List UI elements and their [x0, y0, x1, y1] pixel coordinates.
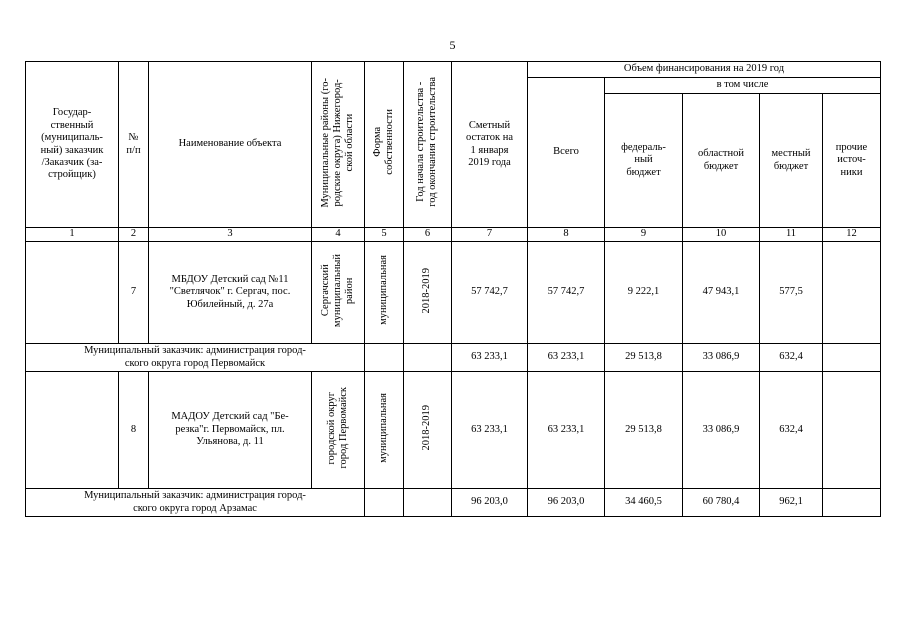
row-object-name: МБДОУ Детский сад №11 "Светлячок" г. Сергач, пос. Юбилейный, д. 27а: [149, 242, 312, 344]
row-balance: 57 742,7: [452, 242, 528, 344]
row-local: 632,4: [760, 372, 823, 489]
col-number: 1: [26, 228, 119, 242]
header-years: [404, 62, 452, 228]
col-number: 2: [119, 228, 149, 242]
col-number: 10: [683, 228, 760, 242]
page-number: 5: [449, 38, 456, 52]
row-federal: 9 222,1: [605, 242, 683, 344]
summary-total: 96 203,0: [528, 489, 605, 517]
summary-regional: 60 780,4: [683, 489, 760, 517]
header-ownership-text: Форма собственности: [371, 109, 395, 176]
summary-ownership: [365, 344, 404, 372]
summary-total: 63 233,1: [528, 344, 605, 372]
row-regional: 33 086,9: [683, 372, 760, 489]
row-num: 8: [119, 372, 149, 489]
header-districts: [312, 62, 365, 228]
table-row: [26, 372, 881, 489]
row-customer: [26, 242, 119, 344]
row-ownership-text: муниципальная: [377, 392, 389, 463]
summary-customer: Муниципальный заказчик: администрация город- ского округа город Арзамас: [26, 489, 365, 517]
summary-years: [404, 489, 452, 517]
col-number: 3: [149, 228, 312, 242]
col-number: 8: [528, 228, 605, 242]
header-local: местный бюджет: [760, 94, 823, 228]
header-object-name: Наименование объекта: [149, 62, 312, 228]
col-number: 9: [605, 228, 683, 242]
summary-regional: 33 086,9: [683, 344, 760, 372]
row-ownership: [365, 372, 404, 489]
summary-customer: Муниципальный заказчик: администрация город- ского округа город Первомайск: [26, 344, 365, 372]
summary-years: [404, 344, 452, 372]
row-years-text: 2018-2019: [421, 405, 433, 451]
column-numbers-row: [26, 228, 881, 242]
header-total: Всего: [528, 78, 605, 228]
row-object-name: МАДОУ Детский сад "Бе- резка"г. Первомайск, пл. Ульянова, д. 11: [149, 372, 312, 489]
summary-balance: 96 203,0: [452, 489, 528, 517]
header-ownership: [365, 62, 404, 228]
summary-local: 962,1: [760, 489, 823, 517]
row-ownership: [365, 242, 404, 344]
header-balance: Сметный остаток на 1 января 2019 года: [452, 62, 528, 228]
col-number: 7: [452, 228, 528, 242]
row-other: [823, 372, 881, 489]
header-years-text: Год начала строительства - год окончания строительства: [415, 77, 439, 208]
row-federal: 29 513,8: [605, 372, 683, 489]
summary-federal: 34 460,5: [605, 489, 683, 517]
summary-federal: 29 513,8: [605, 344, 683, 372]
row-years: [404, 372, 452, 489]
row-district-text: Сергачский муниципальный район: [319, 253, 356, 327]
header-including: в том числе: [605, 78, 881, 94]
summary-row: [26, 489, 881, 517]
header-federal: федераль- ный бюджет: [605, 94, 683, 228]
row-ownership-text: муниципальная: [377, 255, 389, 326]
col-number: 6: [404, 228, 452, 242]
row-num: 7: [119, 242, 149, 344]
row-balance: 63 233,1: [452, 372, 528, 489]
header-regional: областной бюджет: [683, 94, 760, 228]
row-other: [823, 242, 881, 344]
row-total: 57 742,7: [528, 242, 605, 344]
row-years: [404, 242, 452, 344]
col-number: 4: [312, 228, 365, 242]
summary-balance: 63 233,1: [452, 344, 528, 372]
col-number: 5: [365, 228, 404, 242]
summary-ownership: [365, 489, 404, 517]
row-years-text: 2018-2019: [421, 267, 433, 314]
col-number: 12: [823, 228, 881, 242]
header-funding: Объем финансирования на 2019 год: [528, 62, 881, 78]
funding-table: [25, 61, 881, 517]
header-other: прочие источ- ники: [823, 94, 881, 228]
table-row: [26, 242, 881, 344]
row-customer: [26, 372, 119, 489]
summary-other: [823, 344, 881, 372]
summary-local: 632,4: [760, 344, 823, 372]
header-num: № п/п: [119, 62, 149, 228]
row-total: 63 233,1: [528, 372, 605, 489]
summary-row: [26, 344, 881, 372]
col-number: 11: [760, 228, 823, 242]
row-district-text: городской округ город Первомайск: [325, 387, 349, 469]
row-regional: 47 943,1: [683, 242, 760, 344]
header-customer: Государ- ственный (муниципаль- ный) заказчик /Заказчик (за- стройщик): [26, 62, 119, 228]
row-local: 577,5: [760, 242, 823, 344]
summary-other: [823, 489, 881, 517]
header-districts-text: Муниципальные районы (го- родские округа) Нижегород- ской области: [319, 77, 356, 208]
row-district: [312, 242, 365, 344]
row-district: [312, 372, 365, 489]
